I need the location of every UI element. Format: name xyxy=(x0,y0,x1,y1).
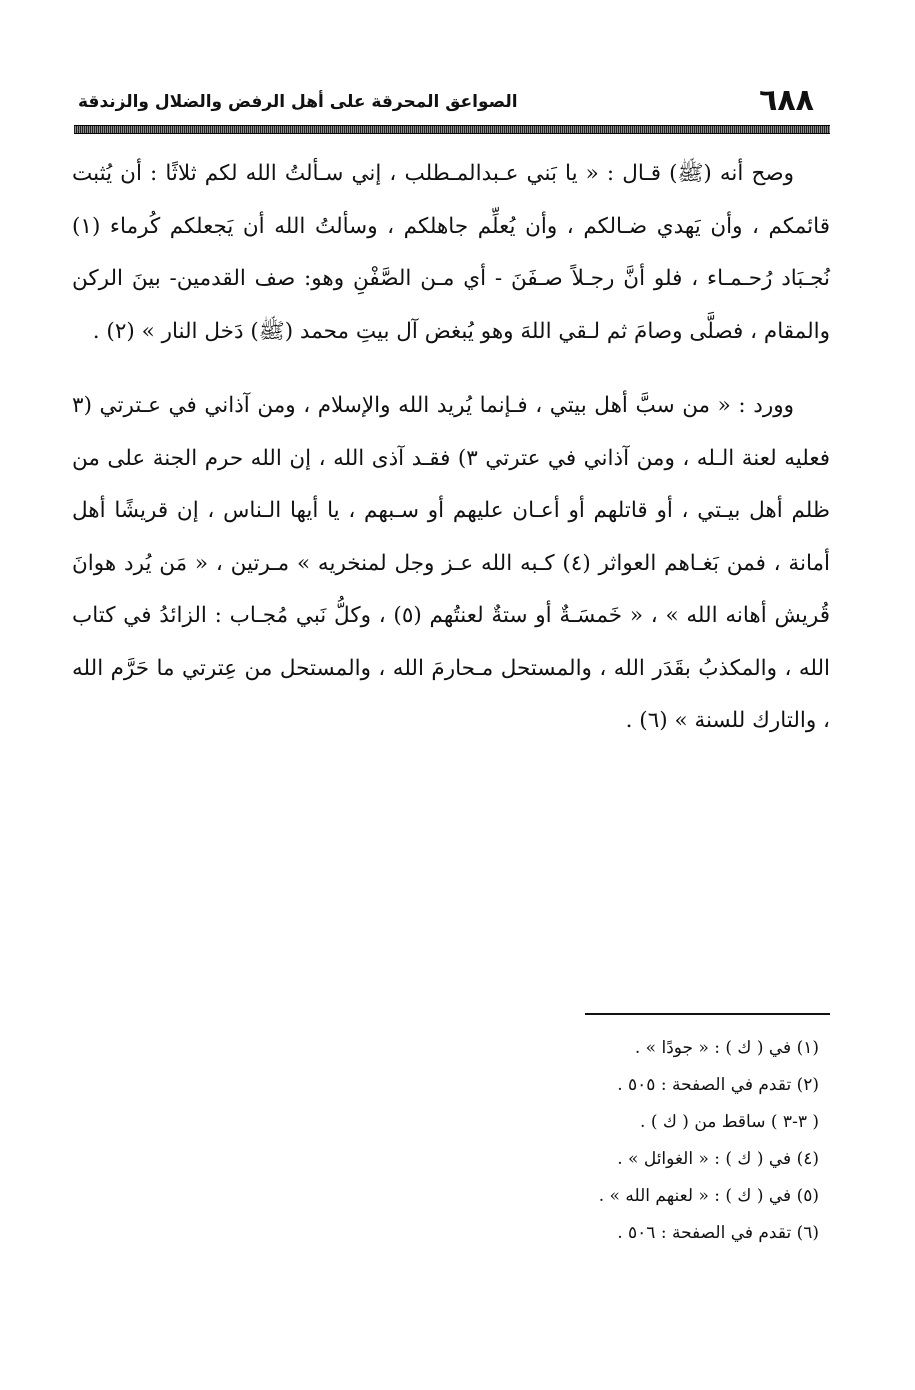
page-header xyxy=(70,82,832,122)
paragraph-1: وصح أنه (ﷺ) قـال : « يا بَني عـبدالمـطلب ، إني سـألتُ الله لكم ثلاثًا : أن يُثبت قائمكم ، وأن يَهدي ضـالكم ، وأن يُعلِّم جاهلكم ، وسألتُ الله أن يَجعلكم كُرماء (١) نُجـبَاد رُحـمـاء ، فلو أنَّ رجـلاً صـفَنَ - أي مـن الصَّفْنِ وهو: صف القدمين- بينَ الركن والمقام ، فصلَّى وصامَ ثم لـقي اللهَ وهو يُبغض آل بيتِ محمد (ﷺ) دَخل النار » (٢) . xyxy=(72,161,830,344)
main-text xyxy=(72,148,830,748)
header-rule xyxy=(74,125,830,134)
footnote-separator xyxy=(585,1013,830,1015)
paragraph-2: وورد : « من سبَّ أهل بيتي ، فـإنما يُريد الله والإسلام ، ومن آذاني في عـترتي (٣ فعليه لعنة الـله ، ومن آذاني في عترتي ٣) فقـد آذى الله ، إن الله حرم الجنة على من ظلم أهل بيـتي ، أو قاتلهم أو أعـان عليهم أو سـبهم ، يا أيها الـناس ، إن قريشًا أهل أمانة ، فمن بَغـاهم العواثر (٤) كـبه الله عـز وجل لمنخريه » مـرتين ، « مَن يُرد هوانَ قُريش أهانه الله » ، « خَمسَـةٌ أو ستةٌ لعنتُهم (٥) ، وكلُّ نَبي مُجـاب : الزائدُ في كتاب الله ، والمكذبُ بقَدَر الله ، والمستحل مـحارمَ الله ، والمستحل من عِترتي ما حَرَّم الله ، والتارك للسنة » (٦) . xyxy=(72,393,830,733)
footnote-3: ( ٣-٣ ) ساقط من ( ك ) . xyxy=(640,1112,819,1132)
footnote-6: (٦) تقدم في الصفحة : ٥٠٦ . xyxy=(617,1223,819,1243)
footnote-2: (٢) تقدم في الصفحة : ٥٠٥ . xyxy=(617,1075,819,1095)
page-number: ٦٨٨ xyxy=(759,83,814,118)
footnote-1: (١) في ( ك ) : « جودًا » . xyxy=(634,1038,819,1058)
footnote-5: (٥) في ( ك ) : « لعنهم الله » . xyxy=(598,1186,819,1206)
footnotes-list xyxy=(319,1030,819,1252)
running-title: الصواعق المحرقة على أهل الرفض والضلال والزندقة xyxy=(78,92,518,112)
footnote-4: (٤) في ( ك ) : « الغوائل » . xyxy=(617,1149,819,1169)
